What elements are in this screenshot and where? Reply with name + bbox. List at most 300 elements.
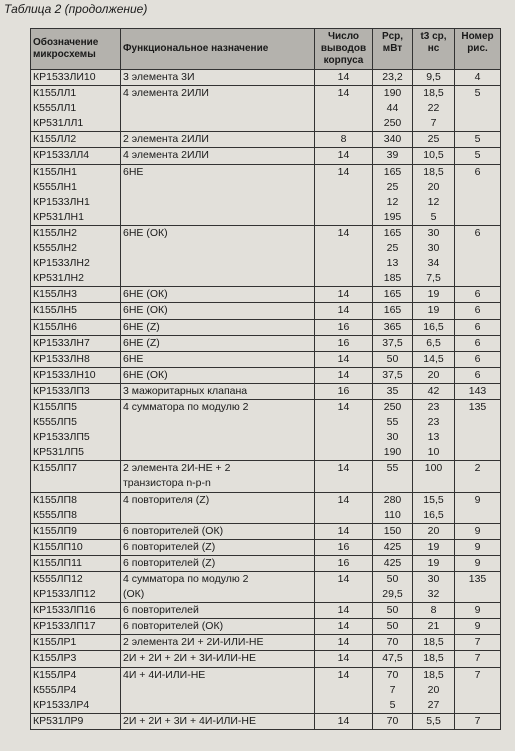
cell-designation-line: К555ЛН1: [33, 180, 77, 193]
cell-designation-line: К155ЛП5: [33, 400, 77, 413]
cell-power-line: 47,5: [382, 652, 403, 665]
cell-function: [121, 635, 315, 651]
cell-function-line: 6НЕ: [123, 352, 144, 365]
cell-power: [373, 619, 413, 635]
cell-power-line: 250: [383, 117, 402, 130]
cell-power-line: 165: [383, 288, 402, 301]
cell-function-line: 4 повторителя (Z): [123, 493, 210, 506]
cell-power: [373, 335, 413, 351]
cell-power-line: 250: [383, 400, 402, 413]
cell-function: [121, 399, 315, 460]
cell-figure: 135: [455, 399, 501, 460]
cell-power: [373, 367, 413, 383]
cell-function: [121, 651, 315, 667]
cell-power-line: 280: [383, 493, 402, 506]
cell-designation-line: КР1533ЛН2: [33, 257, 90, 270]
cell-designation-line: К155ЛЛ1: [33, 87, 77, 100]
table-row: [31, 287, 501, 303]
cell-power: [373, 399, 413, 460]
cell-designation: [31, 383, 121, 399]
cell-pins: 14: [315, 399, 373, 460]
cell-function-line: 2И + 2И + 2И + 3И-ИЛИ-НЕ: [123, 652, 257, 665]
cell-delay: [413, 492, 455, 523]
header-figure: Номер рис.: [455, 29, 501, 70]
table-row: [31, 635, 501, 651]
cell-figure: 6: [455, 319, 501, 335]
header-designation: Обозначение микросхемы: [31, 29, 121, 70]
cell-function: [121, 148, 315, 164]
cell-designation: [31, 351, 121, 367]
cell-pins: 14: [315, 713, 373, 729]
table-row: [31, 492, 501, 523]
microcircuit-table: [30, 28, 501, 730]
cell-delay-line: 27: [427, 698, 440, 711]
table-row: [31, 367, 501, 383]
cell-delay-line: 30: [427, 226, 440, 239]
cell-delay-line: 34: [427, 257, 440, 270]
cell-function: [121, 86, 315, 132]
cell-delay: [413, 351, 455, 367]
cell-power-line: 165: [383, 226, 402, 239]
cell-designation-line: К555ЛП12: [33, 573, 83, 585]
cell-designation-line: К155ЛН6: [33, 320, 77, 333]
cell-delay: [413, 713, 455, 729]
cell-delay-line: 7,5: [426, 272, 441, 285]
cell-function-line: 2И + 2И + 3И + 4И-ИЛИ-НЕ: [123, 714, 257, 727]
cell-figure: 6: [455, 287, 501, 303]
cell-figure: 9: [455, 539, 501, 555]
cell-pins: 14: [315, 351, 373, 367]
cell-delay-line: 9,5: [426, 71, 441, 83]
cell-power-line: 50: [386, 620, 399, 633]
cell-figure: 6: [455, 367, 501, 383]
cell-pins: 14: [315, 635, 373, 651]
cell-power: [373, 523, 413, 539]
cell-delay-line: 7: [430, 117, 437, 130]
cell-pins: 14: [315, 367, 373, 383]
cell-function-line: транзистора n-p-n: [123, 477, 211, 490]
cell-delay: [413, 164, 455, 225]
cell-designation: [31, 86, 121, 132]
table-row: [31, 555, 501, 571]
cell-figure: 6: [455, 335, 501, 351]
cell-designation: [31, 335, 121, 351]
cell-power-line: 39: [386, 149, 399, 162]
cell-designation-line: К155ЛР4: [33, 668, 77, 681]
cell-designation-line: КР1533ЛП12: [33, 588, 96, 601]
cell-power: [373, 287, 413, 303]
cell-delay: [413, 319, 455, 335]
cell-designation-line: КР1533ЛП16: [33, 604, 96, 617]
cell-delay-line: 16,5: [423, 320, 444, 333]
cell-function: [121, 461, 315, 492]
table-row: [31, 619, 501, 635]
cell-delay: [413, 86, 455, 132]
cell-power: [373, 635, 413, 651]
cell-delay-line: 20: [427, 683, 440, 696]
cell-pins: 14: [315, 164, 373, 225]
cell-designation-line: КР1533ЛН7: [33, 336, 90, 349]
cell-designation-line: КР1533ЛИ10: [33, 71, 96, 83]
cell-delay-line: 32: [427, 588, 440, 601]
cell-designation-line: К155ЛП11: [33, 556, 82, 569]
cell-power-line: 165: [383, 165, 402, 178]
cell-pins: 14: [315, 461, 373, 492]
cell-delay-line: 18,5: [423, 87, 444, 100]
table-row: [31, 523, 501, 539]
cell-figure: 6: [455, 303, 501, 319]
cell-delay-line: 18,5: [423, 165, 444, 178]
cell-delay-line: 14,5: [423, 352, 444, 365]
cell-function: [121, 319, 315, 335]
cell-delay-line: 30: [427, 242, 440, 255]
cell-power: [373, 492, 413, 523]
table-row: [31, 164, 501, 225]
cell-figure: 6: [455, 351, 501, 367]
cell-power-line: 425: [383, 540, 402, 553]
cell-function: [121, 667, 315, 713]
cell-delay-line: 25: [427, 133, 440, 146]
cell-delay: [413, 148, 455, 164]
cell-pins: 14: [315, 492, 373, 523]
cell-delay: [413, 619, 455, 635]
cell-designation: [31, 555, 121, 571]
table-row: [31, 713, 501, 729]
cell-function: [121, 70, 315, 86]
cell-power: [373, 319, 413, 335]
cell-designation-line: К155ЛЛ2: [33, 133, 77, 146]
cell-pins: 14: [315, 523, 373, 539]
cell-power-line: 50: [386, 573, 399, 585]
cell-power-line: 5: [389, 698, 396, 711]
cell-function-line: 2 элемента 2И-НЕ + 2: [123, 462, 231, 475]
cell-designation-line: К155ЛН5: [33, 304, 77, 317]
cell-figure: 9: [455, 619, 501, 635]
cell-delay-line: 19: [427, 304, 440, 317]
cell-pins: 14: [315, 651, 373, 667]
cell-designation-line: К155ЛП8: [33, 493, 77, 506]
cell-delay: [413, 539, 455, 555]
cell-power-line: 425: [383, 556, 402, 569]
cell-power-line: 50: [386, 352, 399, 365]
cell-figure: 143: [455, 383, 501, 399]
cell-pins: 8: [315, 132, 373, 148]
cell-function: [121, 619, 315, 635]
cell-pins: 14: [315, 572, 373, 603]
cell-power: [373, 667, 413, 713]
table-row: [31, 319, 501, 335]
cell-power-line: 70: [386, 714, 399, 727]
table-row: [31, 335, 501, 351]
table-row: [31, 86, 501, 132]
cell-delay-line: 12: [427, 195, 440, 208]
cell-pins: 16: [315, 319, 373, 335]
cell-designation-line: К555ЛН2: [33, 242, 77, 255]
table-row: [31, 461, 501, 492]
cell-delay-line: 18,5: [423, 668, 444, 681]
cell-power-line: 70: [386, 636, 399, 649]
cell-function: [121, 523, 315, 539]
cell-designation: [31, 523, 121, 539]
cell-delay: [413, 461, 455, 492]
table-row: [31, 351, 501, 367]
cell-power-line: 35: [386, 384, 399, 397]
cell-designation: [31, 713, 121, 729]
cell-power-line: 110: [384, 508, 401, 521]
cell-power: [373, 303, 413, 319]
cell-designation-line: КР531ЛР9: [33, 714, 84, 727]
cell-function-line: 6 повторителей (ОК): [123, 524, 224, 537]
cell-power: [373, 461, 413, 492]
cell-designation: [31, 572, 121, 603]
cell-figure: 7: [455, 667, 501, 713]
header-function: Функциональное назначение: [121, 29, 315, 70]
cell-function-line: 6НЕ (Z): [123, 320, 160, 333]
cell-function-line: 6НЕ (ОК): [123, 288, 168, 301]
cell-power: [373, 70, 413, 86]
cell-delay-line: 5: [430, 210, 437, 223]
cell-designation: [31, 70, 121, 86]
cell-pins: 14: [315, 303, 373, 319]
cell-function: [121, 335, 315, 351]
cell-power: [373, 132, 413, 148]
cell-pins: 16: [315, 555, 373, 571]
cell-delay-line: 20: [427, 368, 440, 381]
cell-power-line: 185: [383, 272, 402, 285]
cell-delay-line: 6,5: [426, 336, 441, 349]
table-row: [31, 148, 501, 164]
cell-delay-line: 18,5: [423, 636, 444, 649]
cell-designation: [31, 651, 121, 667]
cell-power: [373, 713, 413, 729]
cell-designation-line: КР531ЛН2: [33, 272, 84, 285]
cell-delay: [413, 132, 455, 148]
cell-delay: [413, 399, 455, 460]
cell-delay-line: 13: [427, 431, 440, 444]
cell-power: [373, 86, 413, 132]
cell-function: [121, 603, 315, 619]
table-header-row: [31, 29, 501, 70]
cell-figure: 6: [455, 225, 501, 286]
table-row: [31, 572, 501, 603]
table-row: [31, 303, 501, 319]
cell-function: [121, 164, 315, 225]
cell-pins: 14: [315, 667, 373, 713]
table-row: [31, 70, 501, 86]
cell-power-line: 190: [383, 87, 402, 100]
cell-figure: 9: [455, 492, 501, 523]
cell-delay: [413, 572, 455, 603]
cell-pins: 14: [315, 287, 373, 303]
cell-delay: [413, 335, 455, 351]
cell-delay-line: 10: [427, 446, 440, 459]
cell-designation: [31, 287, 121, 303]
cell-designation-line: КР1533ЛН1: [33, 195, 90, 208]
table-row: [31, 399, 501, 460]
cell-delay-line: 10,5: [423, 149, 444, 162]
cell-designation-line: К155ЛН2: [33, 226, 77, 239]
cell-delay: [413, 367, 455, 383]
cell-power-line: 340: [383, 133, 402, 146]
cell-power: [373, 225, 413, 286]
cell-power-line: 25: [386, 242, 399, 255]
table-row: [31, 539, 501, 555]
table-row: [31, 225, 501, 286]
cell-power: [373, 164, 413, 225]
cell-function: [121, 367, 315, 383]
cell-function-line: 6 повторителей: [123, 604, 199, 617]
cell-delay: [413, 555, 455, 571]
cell-function: [121, 572, 315, 603]
cell-function: [121, 555, 315, 571]
cell-function-line: 6НЕ: [123, 165, 144, 178]
cell-delay-line: 23: [427, 400, 440, 413]
cell-function: [121, 287, 315, 303]
cell-power: [373, 383, 413, 399]
cell-delay: [413, 651, 455, 667]
cell-figure: 5: [455, 148, 501, 164]
cell-delay-line: 18,5: [423, 652, 444, 665]
cell-function: [121, 383, 315, 399]
cell-function: [121, 713, 315, 729]
cell-delay-line: 20: [427, 180, 440, 193]
cell-delay-line: 23: [427, 416, 440, 429]
cell-power: [373, 651, 413, 667]
table-caption: Таблица 2 (продолжение): [4, 2, 148, 16]
table-body: [31, 70, 501, 730]
cell-delay-line: 19: [427, 540, 440, 553]
table-row: [31, 651, 501, 667]
cell-delay-line: 19: [427, 288, 440, 301]
cell-designation: [31, 603, 121, 619]
cell-function-line: 3 мажоритарных клапана: [123, 384, 248, 397]
cell-power-line: 37,5: [382, 368, 403, 381]
cell-figure: 7: [455, 651, 501, 667]
cell-pins: 16: [315, 383, 373, 399]
cell-designation-line: К155ЛП7: [33, 462, 77, 475]
cell-function-line: 2 элемента 2ИЛИ: [123, 133, 209, 146]
cell-designation: [31, 164, 121, 225]
cell-function-line: 6 повторителей (Z): [123, 540, 216, 553]
cell-pins: 14: [315, 70, 373, 86]
cell-power-line: 190: [383, 446, 402, 459]
cell-designation-line: КР1533ЛН8: [33, 352, 90, 365]
cell-function: [121, 492, 315, 523]
cell-power-line: 150: [383, 524, 402, 537]
cell-figure: 4: [455, 70, 501, 86]
cell-designation-line: К155ЛР1: [33, 636, 77, 649]
cell-pins: 16: [315, 539, 373, 555]
cell-power-line: 23,2: [382, 71, 403, 83]
cell-function-line: (ОК): [123, 588, 145, 601]
cell-designation: [31, 148, 121, 164]
cell-delay-line: 5,5: [426, 714, 441, 727]
cell-pins: 14: [315, 148, 373, 164]
cell-pins: 14: [315, 619, 373, 635]
cell-designation: [31, 132, 121, 148]
cell-delay-line: 42: [427, 384, 440, 397]
cell-function-line: 6 повторителей (ОК): [123, 620, 224, 633]
cell-pins: 14: [315, 603, 373, 619]
cell-power-line: 25: [386, 180, 399, 193]
cell-designation: [31, 319, 121, 335]
cell-function-line: 3 элемента 3И: [123, 71, 195, 83]
cell-figure: 6: [455, 164, 501, 225]
cell-power-line: 55: [386, 416, 399, 429]
cell-function-line: 6НЕ (ОК): [123, 226, 168, 239]
cell-designation-line: К155ЛП9: [33, 524, 77, 537]
cell-designation: [31, 225, 121, 286]
cell-pins: 14: [315, 86, 373, 132]
header-power: Рср, мВт: [373, 29, 413, 70]
cell-designation: [31, 492, 121, 523]
cell-function-line: 2 элемента 2И + 2И-ИЛИ-НЕ: [123, 636, 264, 649]
cell-delay: [413, 70, 455, 86]
cell-function: [121, 539, 315, 555]
cell-power-line: 13: [386, 257, 399, 270]
cell-delay: [413, 225, 455, 286]
cell-power-line: 165: [383, 304, 402, 317]
cell-designation-line: К155ЛН1: [33, 165, 77, 178]
cell-designation: [31, 303, 121, 319]
cell-delay-line: 15,5: [423, 493, 444, 506]
table-row: [31, 667, 501, 713]
cell-figure: 7: [455, 635, 501, 651]
table-row: [31, 132, 501, 148]
cell-designation: [31, 367, 121, 383]
cell-power-line: 30: [386, 431, 399, 444]
cell-designation: [31, 667, 121, 713]
cell-designation-line: КР531ЛН1: [33, 210, 84, 223]
cell-designation-line: К555ЛЛ1: [33, 102, 77, 115]
cell-power-line: 55: [386, 462, 399, 475]
cell-function: [121, 351, 315, 367]
cell-designation-line: К555ЛР4: [33, 683, 77, 696]
cell-function-line: 4 элемента 2ИЛИ: [123, 149, 209, 162]
cell-designation-line: КР1533ЛН10: [33, 368, 96, 381]
cell-power: [373, 555, 413, 571]
cell-function-line: 4И + 4И-ИЛИ-НЕ: [123, 668, 206, 681]
cell-delay: [413, 383, 455, 399]
cell-power-line: 195: [383, 210, 402, 223]
cell-power: [373, 572, 413, 603]
cell-delay: [413, 603, 455, 619]
cell-delay-line: 21: [427, 620, 440, 633]
cell-designation-line: КР1533ЛЛ4: [33, 149, 90, 162]
header-pins: Число выводов корпуса: [315, 29, 373, 70]
cell-function-line: 6 повторителей (Z): [123, 556, 216, 569]
cell-designation: [31, 399, 121, 460]
cell-delay-line: 19: [427, 556, 440, 569]
cell-power-line: 44: [386, 102, 399, 115]
cell-figure: 135: [455, 572, 501, 603]
cell-delay: [413, 635, 455, 651]
cell-designation-line: КР1533ЛП3: [33, 384, 90, 397]
cell-power-line: 50: [386, 604, 399, 617]
cell-designation-line: КР1533ЛП17: [33, 620, 96, 633]
cell-delay-line: 16,5: [423, 508, 444, 521]
cell-designation: [31, 539, 121, 555]
cell-function: [121, 225, 315, 286]
cell-power: [373, 539, 413, 555]
cell-designation-line: КР531ЛЛ1: [33, 117, 84, 130]
cell-delay-line: 22: [427, 102, 440, 115]
cell-designation-line: К555ЛП5: [33, 416, 77, 429]
cell-pins: 14: [315, 225, 373, 286]
cell-power: [373, 148, 413, 164]
cell-power-line: 37,5: [382, 336, 403, 349]
cell-delay-line: 20: [427, 524, 440, 537]
